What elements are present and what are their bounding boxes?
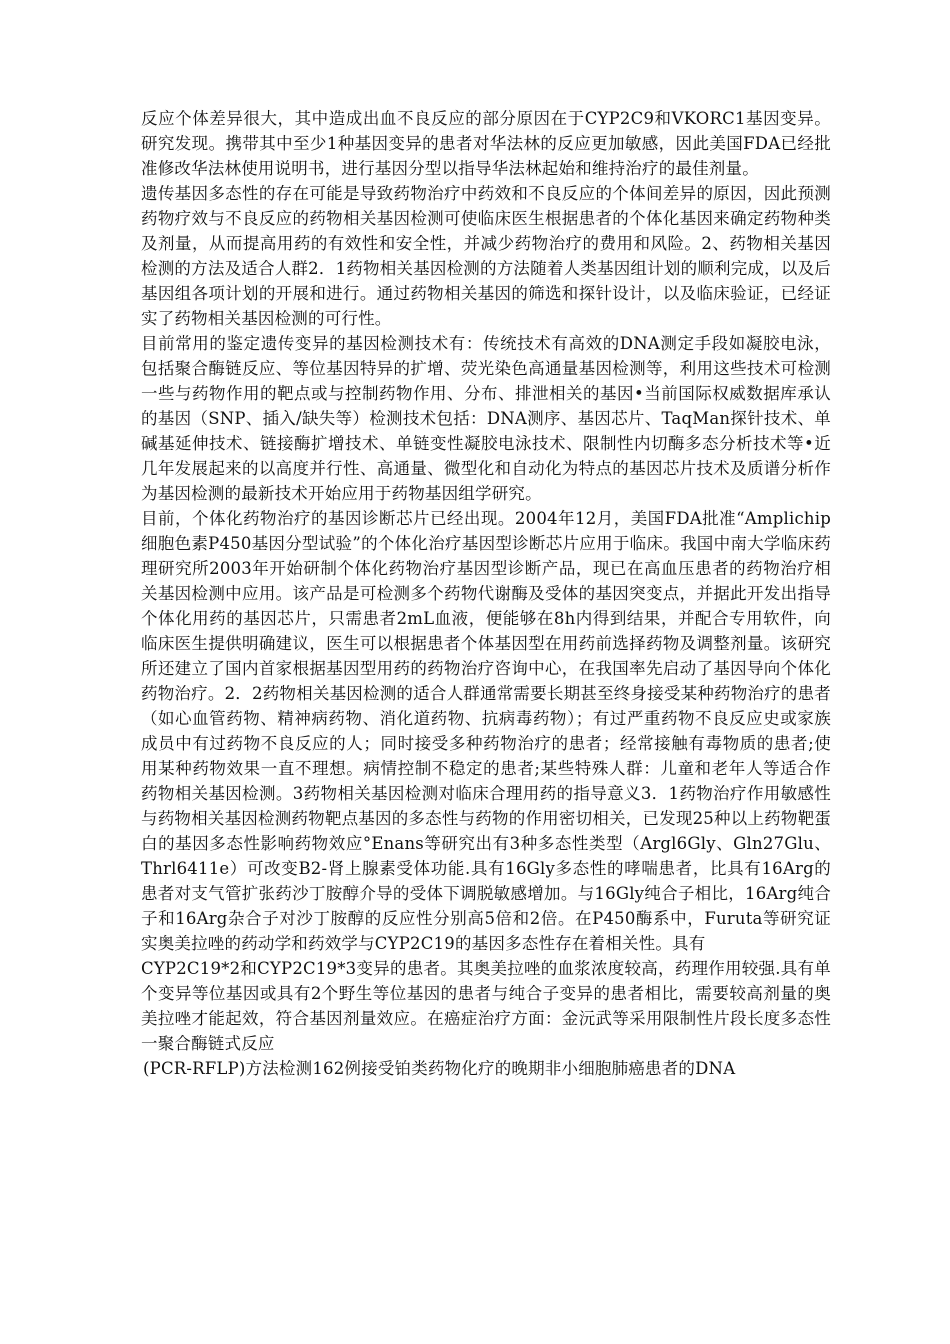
paragraph-omeprazole: CYP2C19*2和CYP2C19*3变异的患者。其奥美拉唑的血浆浓度较高，药理作用较强.具有单个变异等位基因或具有2个野生等位基因的患者与纯合子变异的患者相比，需要较高剂量的奥美拉唑才能起效，符合基因剂量效应。在癌症治疗方面：金沅武等采用限制性片段长度多态性一聚合酶链式反应 [141,959,831,1053]
paragraph-diagnostic-chip: 目前，个体化药物治疗的基因诊断芯片已经出现。2004年12月，美国FDA批准“Amplichip细胞色素P450基因分型试验”的个体化治疗基因型诊断芯片应用于临床。我国中南大学临床药理研究所2003年开始研制个体化药物治疗基因型诊断产品，现已在高血压患者的药物治疗相关基因检测中应用。该产品是可检测多个药物代谢酶及受体的基因突变点，并据此开发出指导个体化用药的基因芯片，只需患者2mL血液，便能够在8h内得到结果，并配合专用软件，向临床医生提供明确建议，医生可以根据患者个体基因型在用药前选择药物及调整剂量。该研究所还建立了国内首家根据基因型用药的药物治疗咨询中心，在我国率先启动了基因导向个体化药物治疗。2．2药物相关基因检测的适合人群通常需要长期甚至终身接受某种药物治疗的患者（如心血管药物、精神病药物、消化道药物、抗病毒药物）；有过严重药物不良反应史或家族成员中有过药物不良反应的人；同时接受多种药物治疗的患者；经常接触有毒物质的患者;使用某种药物效果一直不理想。病情控制不稳定的患者;某些特殊人群：儿童和老年人等适合作药物相关基因检测。3药物相关基因检测对临床合理用药的指导意义3．1药物治疗作用敏感性与药物相关基因检测药物靶点基因的多态性与药物的作用密切相关，已发现25种以上药物靶蛋白的基因多态性影响药物效应°Enans等研究出有3种多态性类型（Argl6Gly、Gln27Glu、Thrl6411e）可改变B2-肾上腺素受体功能.具有16Gly多态性的哮喘患者，比具有16Arg的患者对支气管扩张药沙丁胺醇介导的受体下调脱敏感增加。与16Gly纯合子相比，16Arg纯合子和16Arg杂合子对沙丁胺醇的反应性分别高5倍和2倍。在P450酶系中，Furuta等研究证实奥美拉唑的药动学和药效学与CYP2C19的基因多态性存在着相关性。具有 [141,509,831,953]
document-page [141,106,831,1081]
paragraph-gene-polymorphism: 遗传基因多态性的存在可能是导致药物治疗中药效和不良反应的个体间差异的原因，因此预测药物疗效与不良反应的药物相关基因检测可使临床医生根据患者的个体化基因来确定药物种类及剂量，从而提高用药的有效性和安全性，并减少药物治疗的费用和风险。2、药物相关基因检测的方法及适合人群2．1药物相关基因检测的方法随着人类基因组计划的顺利完成，以及后基因组各项计划的开展和进行。通过药物相关基因的筛选和探针设计，以及临床验证，已经证实了药物相关基因检测的可行性。 [141,184,831,328]
paragraph-detection-techniques: 目前常用的鉴定遗传变异的基因检测技术有：传统技术有高效的DNA测定手段如凝胶电泳，包括聚合酶链反应、等位基因特异的扩增、荧光染色高通量基因检测等，利用这些技术可检测一些与药物作用的靶点或与控制药物作用、分布、排泄相关的基因•当前国际权威数据库承认的基因（SNP、插入/缺失等）检测技术包括：DNA测序、基因芯片、TaqMan探针技术、单碱基延伸技术、链接酶扩增技术、单链变性凝胶电泳技术、限制性内切酶多态分析技术等•近几年发展起来的以高度并行性、高通量、微型化和自动化为特点的基因芯片技术及质谱分析作为基因检测的最新技术开始应用于药物基因组学研究。 [141,334,831,503]
paragraph-warfarin: 反应个体差异很大，其中造成出血不良反应的部分原因在于CYP2C9和VKORC1基因变异。研究发现。携带其中至少1种基因变异的患者对华法林的反应更加敏感，因此美国FDA已经批准修改华法林使用说明书，进行基因分型以指导华法林起始和维持治疗的最佳剂量。 [141,109,831,178]
paragraph-pcr-rflp: (PCR-RFLP)方法检测162例接受铂类药物化疗的晚期非小细胞肺癌患者的DNA [143,1059,736,1078]
